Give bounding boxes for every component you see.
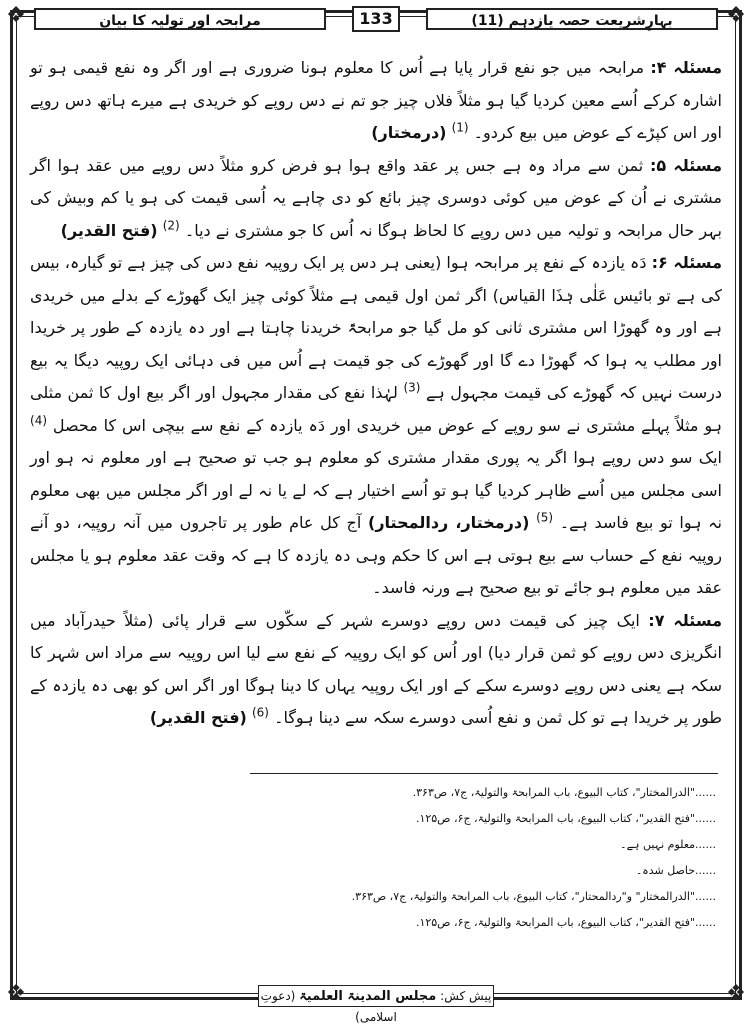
footer-org: مجلس المدینۃ العلمیۃ bbox=[299, 989, 437, 1004]
citation: (فتح القدیر) bbox=[60, 220, 158, 240]
citation: (فتح القدیر) bbox=[149, 708, 247, 727]
citation: (درمختار، ردالمحتار) bbox=[368, 513, 530, 532]
footnote-2: ......"فتح القدیر"، کتاب البیوع، باب المرابحۃ والتولیۃ، ج۶، ص۱۲۵. bbox=[415, 812, 716, 825]
page-number: 133 bbox=[352, 6, 400, 32]
footnote-ref: (1) bbox=[451, 120, 469, 135]
book-title: بہارِشریعت حصہ یازدہم (11) bbox=[426, 8, 718, 30]
footer-prefix: پیش کش: bbox=[440, 989, 492, 1003]
footnote-4: ......حاصل شدہ۔ bbox=[635, 864, 716, 877]
masala-text: آج کل عام طور پر تاجروں میں آنہ روپیہ، دو آنے روپیہ نفع کے حساب سے بیع ہوتی ہے اس کا حکم وہی دہ یازدہ کا ہے کہ وقت عقد معلوم ہو یا مجلس عقد میں معلوم ہو جائے تو بیع صحیح ہے ورنہ فاسد۔ bbox=[30, 513, 722, 597]
chapter-title: مرابحہ اور تولیہ کا بیان bbox=[34, 8, 326, 30]
footer-suffix: (دعوتِ اسلامی) bbox=[260, 989, 397, 1024]
masala-text: لہٰذا نفع کی مقدار مجہول اور اگر بیع اول کا ثمن مثلی ہو مثلاً پہلے مشتری نے سو روپے کے عوض میں خریدی اور دَہ یازدہ کے نفع سے بیچی اس کا محصل bbox=[30, 383, 722, 435]
footnote-3: ......معلوم نہیں ہے۔ bbox=[620, 838, 716, 851]
footnote-ref: (2) bbox=[162, 218, 180, 233]
masala-label: مسئلہ ۷: bbox=[648, 610, 723, 630]
corner-ornament-icon: ❖ bbox=[6, 3, 26, 28]
citation: (درمختار) bbox=[371, 123, 447, 142]
masala-4 bbox=[30, 52, 722, 150]
masala-label: مسئلہ ۶: bbox=[651, 253, 722, 272]
masala-label: مسئلہ ۴: bbox=[650, 58, 722, 77]
masala-text: مرابحہ میں جو نفع قرار پایا ہے اُس کا معلوم ہونا ضروری ہے اور اگر وہ نفع قیمی ہو تو اشارہ کرکے اُسے معین کردیا گیا ہو مثلاً فلاں چیز جو تم نے دس روپے کو خریدی ہے میرے ہاتھ دس روپے اور اس کپڑے کے عوض میں بیع کردو۔ bbox=[30, 58, 722, 142]
masala-label: مسئلہ ۵: bbox=[649, 155, 722, 175]
footnote-5: ......"الدرالمختار" و"ردالمحتار"، کتاب البیوع، باب المرابحۃ والتولیۃ، ج۷، ص۳۶۳. bbox=[351, 890, 716, 903]
corner-ornament-icon: ❖ bbox=[726, 981, 746, 1006]
masala-6 bbox=[30, 247, 722, 605]
masala-7 bbox=[30, 605, 722, 735]
footnote-ref: (5) bbox=[536, 510, 554, 525]
masala-text: دَہ یازدہ کے نفع پر مرابحہ ہوا (یعنی ہر دس پر ایک روپیہ نفع دس کی چیز ہے تو گیارہ، بیس کی ہے تو بائیس عَلٰی ہٰذَا القیاس) اگر ثمن اول قیمی ہے مثلاً کوئی چیز ایک گھوڑے کے بدلے میں خریدی ہے اور وہ گھوڑا اس مشتری ثانی کو مل گیا جو مرابحۃً خریدنا چاہتا ہے اور دہ یازدہ کے طور پر خریدا اور مطلب یہ ہوا کہ گھوڑا دے گا اور گھوڑے کی جو قیمت ہے اُس میں فی دہائی ایک روپیہ دیگا یہ بیع درست نہیں کہ گھوڑے کی قیمت مجہول ہے bbox=[30, 253, 723, 402]
footnote-6: ......"فتح القدیر"، کتاب البیوع، باب المرابحۃ والتولیۃ، ج۶، ص۱۲۵. bbox=[415, 916, 716, 929]
main-text bbox=[30, 52, 722, 735]
footnote-ref: (4) bbox=[30, 413, 48, 428]
footnote-1: ......"الدرالمختار"، کتاب البیوع، باب المرابحۃ والتولیۃ، ج۷، ص۳۶۳. bbox=[412, 786, 716, 799]
masala-text: ایک چیز کی قیمت دس روپے دوسرے شہر کے سکّوں سے قرار پائی (مثلاً حیدرآباد میں انگریزی دس روپے کو ثمن قرار دیا) اور اُس کو ایک روپیہ کے نفع سے لیا اس روپیہ سے مراد اس شہر کا سکہ ہے یعنی دس روپے دوسرے سکے کے اور ایک روپیہ یہاں کا دینا ہوگا اور اگر اس کو بھی دہ یازدہ کے طور پر خریدا ہے تو کل ثمن و نفع اُسی دوسرے سکہ سے دینا ہوگا۔ bbox=[30, 610, 722, 727]
page-header bbox=[34, 8, 718, 32]
masala-5 bbox=[30, 150, 722, 248]
publisher-footer bbox=[258, 985, 494, 1024]
masala-text: ایک سو دس روپے ہوا اگر یہ پوری مقدار مشتری کو معلوم ہو جب تو صحیح ہے اور معلوم نہ ہو اور اسی مجلس میں اُسے ظاہر کردیا گیا ہو تو اُسے اختیار ہے کہ لے یا نہ لے اور اگر مجلس میں بھی معلوم نہ ہوا تو بیع فاسد ہے۔ bbox=[30, 448, 722, 532]
footnotes bbox=[250, 780, 716, 936]
footnote-ref: (3) bbox=[403, 380, 421, 395]
footnote-divider bbox=[250, 773, 718, 774]
corner-ornament-icon: ❖ bbox=[726, 3, 746, 28]
masala-text: ثمن سے مراد وہ ہے جس پر عقد واقع ہوا ہو فرض کرو مثلاً دس روپے میں عقد ہوا اگر مشتری نے اُن کے عوض میں کوئی دوسری چیز بائع کو دی چاہے یہ اُسی قیمت کی ہو یا کم وبیش کی بہر حال مرابحہ و تولیہ میں دس روپے کا لحاظ ہوگا نہ اُس کا جو مشتری نے دیا۔ bbox=[30, 155, 722, 240]
footnote-ref: (6) bbox=[251, 705, 269, 720]
corner-ornament-icon: ❖ bbox=[6, 981, 26, 1006]
